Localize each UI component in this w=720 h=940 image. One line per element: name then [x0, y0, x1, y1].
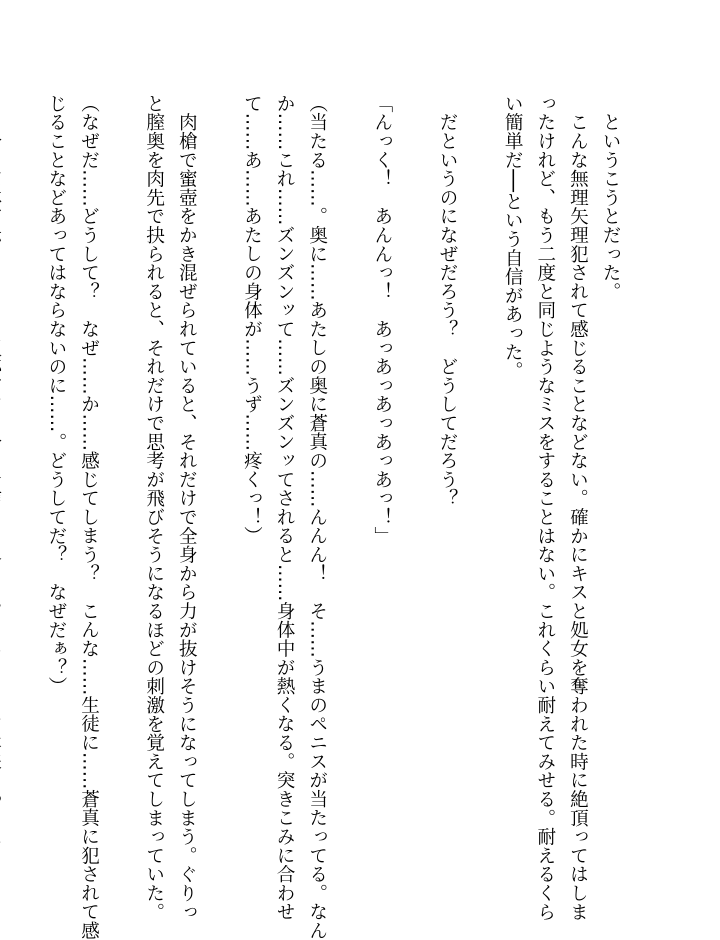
blank-line [333, 94, 366, 854]
blank-line [202, 94, 235, 854]
thought-line: て……あ……あたしの身体が……うず……疼くっ！） [241, 94, 263, 546]
blank-line [463, 94, 496, 854]
text-line: というこうとだった。 [600, 94, 621, 301]
text-line: い簡単だ──という自信があった。 [502, 94, 524, 380]
text-line: と膣奥を肉先で抉られると、それだけで思考が飛びそうになるほどの刺激を覚えてしまっていた。 [143, 94, 165, 922]
blank-line [7, 94, 40, 854]
thought-line: （なぜだ……どうして？ なぜ……か……感じてしまう？ こんな……生徒に……蒼真に犯されて感 [78, 94, 100, 940]
thought-line: か……これ……ズンズンッて……ズンズンッてされると……身体中が熱くなる。突きこみに合わせ [274, 94, 296, 922]
text-line: こんな無理矢理犯されて感じることなどない。確かにキスと処女を奪われた時に絶頂ってはしま [567, 94, 589, 922]
thought-line: （当たる……。奥に……あたしの奥に蒼真の……んんん！ そ……うまのペニスが当たってる。なん [306, 94, 328, 940]
blank-line [398, 94, 431, 854]
vertical-text-body [0, 94, 626, 940]
text-line [0, 94, 7, 854]
text-line: 肉槍で蜜壺をかき混ぜられていると、それだけで全身から力が抜けそうになってしまう。ぐりっ [176, 94, 198, 922]
blank-line [105, 94, 138, 854]
text-line: ったけれど、もう二度と同じようなミスをすることはない。これくらい耐えてみせる。耐えるくら [534, 94, 556, 922]
thought-line: じることなどあってはならないのに……。どうしてだ？ なぜだぁ？） [45, 94, 67, 696]
dialogue-line: 「んっく！ あんんっ！ あっあっあっあっあっ！」 [371, 94, 393, 546]
text-line: だというのになぜだろう？ どうしてだろう？ [437, 94, 459, 508]
